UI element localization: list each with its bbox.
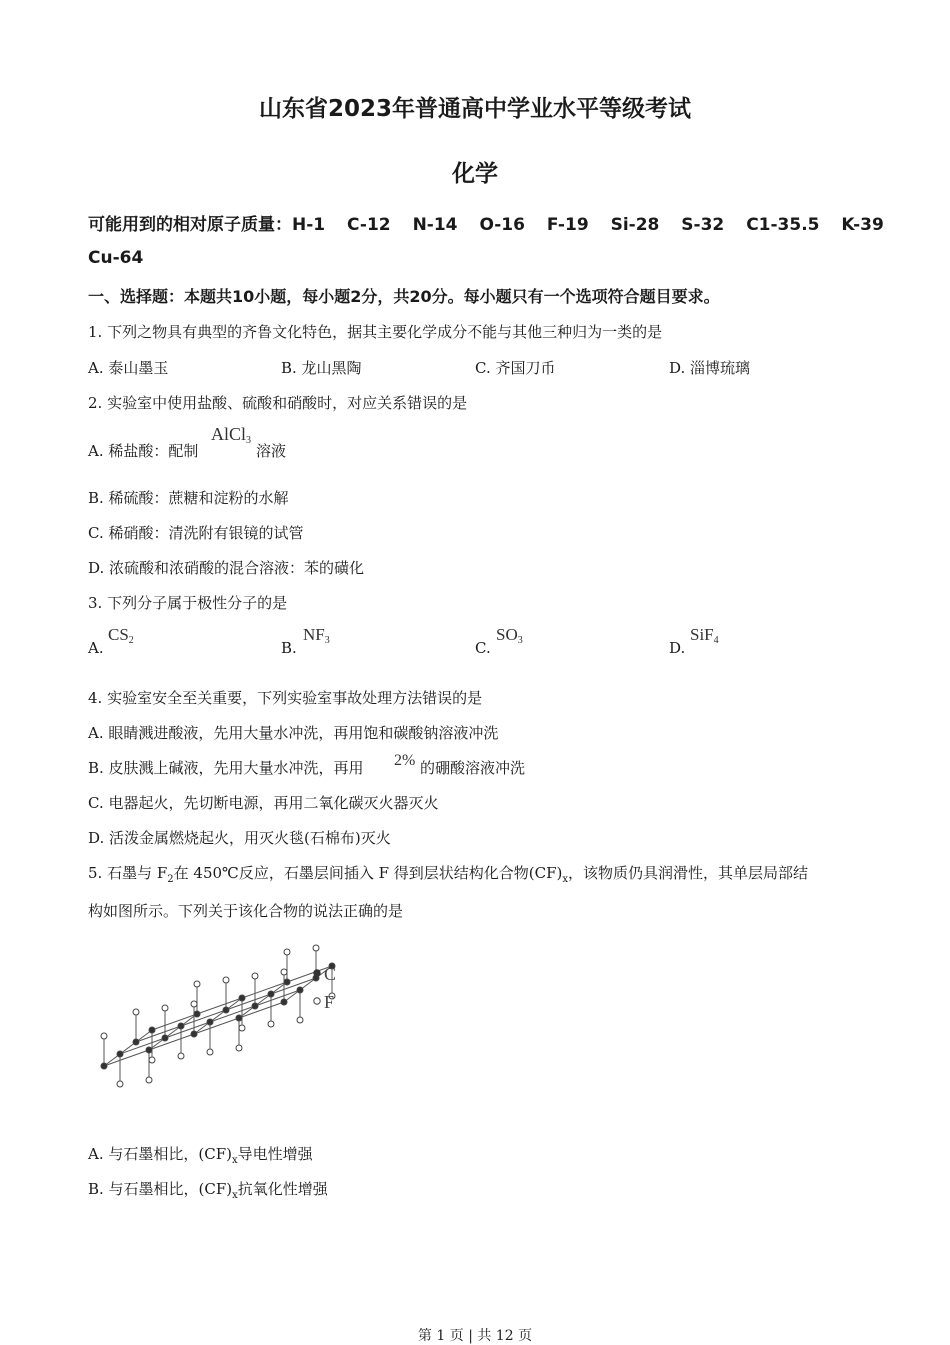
diagram-legend (314, 964, 336, 1012)
formula-text: CS (108, 625, 129, 644)
q1-option-b: B. 龙山黑陶 (281, 359, 362, 377)
fluorine-atom (268, 1021, 274, 1027)
bond-line (197, 998, 242, 1014)
formula-text: AlCl (211, 424, 247, 444)
q2-option-b: B. 稀硫酸：蔗糖和淀粉的水解 (88, 489, 289, 507)
fluorine-atom (207, 1049, 213, 1055)
q5-option-a (88, 1143, 313, 1166)
atomic-masses-line (88, 210, 884, 235)
fluorine-atom (252, 973, 258, 979)
fluorine-atom (117, 1081, 123, 1087)
fluorine-atom (133, 1009, 139, 1015)
q1-option-c: C. 齐国刀币 (475, 359, 556, 377)
formula-subscript: 3 (517, 635, 523, 646)
stem-text: 5. 石墨与 F (88, 864, 168, 882)
bond-line (152, 1014, 197, 1030)
bond-line (239, 1002, 284, 1018)
bond-line (242, 982, 287, 998)
formula-text: SO (496, 625, 518, 644)
q3-option-a-formula (108, 625, 134, 646)
bond-line (136, 1026, 181, 1042)
carbon-atom (252, 1003, 258, 1009)
q2-option-d: D. 浓硫酸和浓硝酸的混合溶液：苯的磺化 (88, 559, 365, 577)
q2-option-a-prefix: A. 稀盐酸：配制 (88, 442, 199, 460)
fluorine-atom (284, 949, 290, 955)
formula-text: NF (303, 625, 325, 644)
atomic-mass-item: S-32 (681, 215, 725, 235)
q1-option-d: D. 淄博琉璃 (669, 359, 751, 377)
formula-text: SiF (690, 625, 714, 644)
question-5-stem-line2: 构如图所示。下列关于该化合物的说法正确的是 (88, 902, 404, 920)
bond-line (104, 1050, 149, 1066)
formula-subscript: 4 (713, 635, 719, 646)
stem-text: 在 450℃反应，石墨层间插入 F 得到层状结构化合物(CF) (173, 864, 563, 882)
atomic-mass-item: C1-35.5 (746, 215, 820, 235)
question-5-stem-line1 (88, 862, 808, 885)
option-subscript: x (231, 1155, 238, 1166)
carbon-atom (133, 1039, 139, 1045)
carbon-atom (117, 1051, 123, 1057)
carbon-atom (178, 1023, 184, 1029)
fluorine-atom (194, 981, 200, 987)
bond-line (165, 1022, 210, 1038)
legend-f-dot (314, 998, 320, 1004)
q4-option-b-suffix: 的硼酸溶液冲洗 (420, 759, 526, 777)
section-heading: 一、选择题：本题共10小题，每小题2分，共20分。每小题只有一个选项符合题目要求。 (88, 287, 720, 306)
q3-option-c-formula (496, 625, 523, 646)
carbon-atom (162, 1035, 168, 1041)
fluorine-atom (223, 977, 229, 983)
page-total: 共 12 页 (477, 1328, 533, 1344)
atomic-mass-item: F-19 (546, 215, 589, 235)
fluorine-atom (162, 1005, 168, 1011)
fluorine-atom (239, 1025, 245, 1031)
atomic-mass-item: O-16 (479, 215, 525, 235)
fluorine-atom (297, 1017, 303, 1023)
fluorine-atom (149, 1057, 155, 1063)
q3-option-a-letter: A. (88, 639, 104, 657)
page-separator: | (468, 1328, 473, 1344)
carbon-atom (297, 987, 303, 993)
q4-option-b-prefix: B. 皮肤溅上碱液，先用大量水冲洗，再用 (88, 759, 364, 777)
carbon-atom (239, 995, 245, 1001)
option-text: A. 与石墨相比，(CF) (88, 1145, 232, 1163)
carbon-atom (149, 1027, 155, 1033)
carbon-atom (281, 999, 287, 1005)
carbon-atom (101, 1063, 107, 1069)
q2-option-c: C. 稀硝酸：清洗附有银镜的试管 (88, 524, 304, 542)
fluorine-atom (101, 1033, 107, 1039)
carbon-atom (284, 979, 290, 985)
bond-line (120, 1038, 165, 1054)
atomic-mass-item: Cu-64 (88, 248, 144, 268)
option-subscript: x (232, 1190, 238, 1201)
q3-option-c-letter: C. (475, 639, 491, 657)
option-text: 导电性增强 (237, 1145, 313, 1163)
fluorine-atom (313, 945, 319, 951)
atomic-mass-item: Si-28 (610, 215, 660, 235)
q3-option-b-formula (303, 625, 330, 646)
formula-subscript: 2 (128, 635, 134, 646)
option-text: 抗氧化性增强 (237, 1180, 328, 1198)
q4-option-b-value: 2% (394, 752, 416, 769)
q3-option-b-letter: B. (281, 639, 297, 657)
atomic-mass-item: K-39 (841, 215, 884, 235)
bond-line (271, 978, 316, 994)
atomic-mass-item: N-14 (412, 215, 458, 235)
q2-option-a-suffix: 溶液 (256, 442, 287, 460)
fluorine-atom (191, 1001, 197, 1007)
question-2-stem: 2. 实验室中使用盐酸、硫酸和硝酸时，对应关系错误的是 (88, 394, 468, 412)
stem-subscript: x (562, 874, 568, 885)
carbon-atom (194, 1011, 200, 1017)
formula-subscript: 3 (246, 435, 252, 446)
q4-option-d: D. 活泼金属燃烧起火，用灭火毯(石棉布)灭火 (88, 829, 391, 847)
fluorine-atom (236, 1045, 242, 1051)
page-number: 第 1 页 (417, 1328, 464, 1344)
cf-lattice (101, 945, 335, 1087)
legend-f-label: F (324, 992, 335, 1012)
carbon-atom (268, 991, 274, 997)
fluorine-atom (281, 969, 287, 975)
atomic-masses-label: 可能用到的相对原子质量： (88, 215, 292, 235)
bond-line (210, 1006, 255, 1022)
cf-structure-diagram (90, 938, 350, 1108)
bond-line (194, 1018, 239, 1034)
question-1-stem: 1. 下列之物具有典型的齐鲁文化特色，据其主要化学成分不能与其他三种归为一类的是 (88, 323, 663, 341)
stem-text: ，该物质仍具润滑性，其单层局部结 (568, 864, 809, 882)
stem-subscript: 2 (167, 874, 174, 885)
q1-option-a: A. 泰山墨玉 (88, 359, 169, 377)
question-3-stem: 3. 下列分子属于极性分子的是 (88, 594, 288, 612)
question-4-stem: 4. 实验室安全至关重要，下列实验室事故处理方法错误的是 (88, 689, 483, 707)
exam-title: 山东省2023年普通高中学业水平等级考试 (258, 96, 691, 122)
fluorine-atom (146, 1077, 152, 1083)
bond-line (255, 990, 300, 1006)
atomic-mass-item: H-1 (292, 215, 326, 235)
formula-subscript: 3 (324, 635, 330, 646)
bond-line (149, 1034, 194, 1050)
carbon-atom (207, 1019, 213, 1025)
fluorine-atom (178, 1053, 184, 1059)
page-footer (0, 1325, 950, 1345)
subject-title: 化学 (452, 161, 498, 187)
carbon-atom (236, 1015, 242, 1021)
atomic-mass-item: C-12 (347, 215, 391, 235)
carbon-atom (223, 1007, 229, 1013)
q2-option-a-formula (211, 424, 251, 446)
legend-c-label: C (324, 964, 337, 984)
q4-option-c: C. 电器起火，先切断电源，再用二氧化碳灭火器灭火 (88, 794, 439, 812)
q3-option-d-letter: D. (669, 639, 686, 657)
carbon-atom (146, 1047, 152, 1053)
legend-c-dot (314, 970, 320, 976)
q3-option-d-formula (690, 625, 719, 646)
option-text: B. 与石墨相比，(CF) (88, 1180, 233, 1198)
bond-line (181, 1010, 226, 1026)
bond-line (226, 994, 271, 1010)
q4-option-a: A. 眼睛溅进酸液，先用大量水冲洗，再用饱和碳酸钠溶液冲洗 (88, 724, 499, 742)
q5-option-b (88, 1178, 328, 1201)
carbon-atom (191, 1031, 197, 1037)
